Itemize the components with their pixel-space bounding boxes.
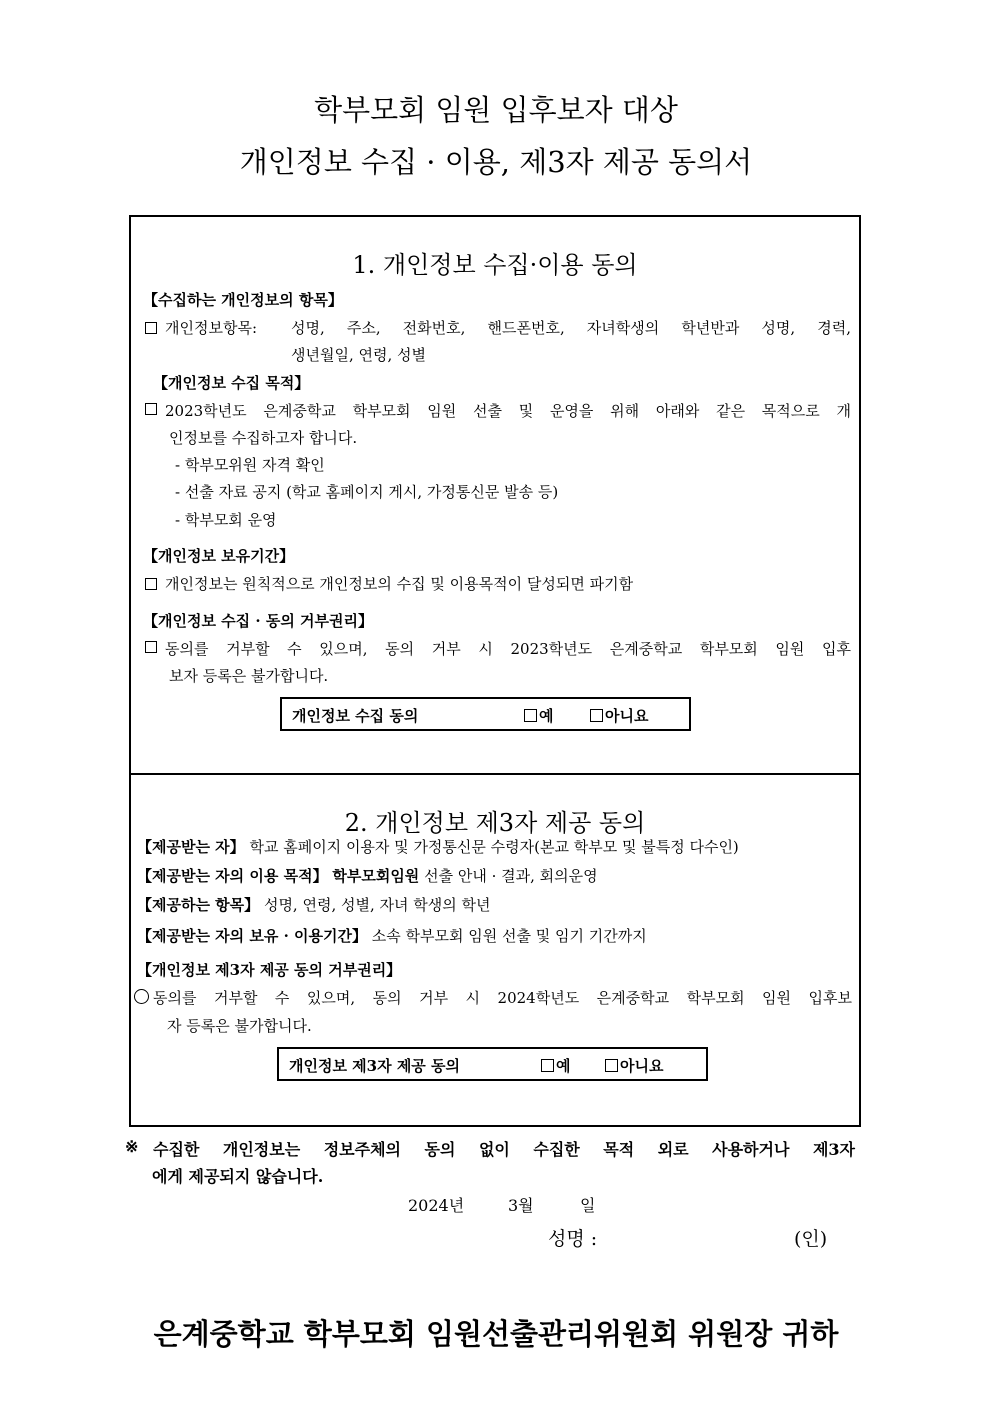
section2-refusal-head: 【개인정보 제3자 제공 동의 거부권리】 [137,961,402,979]
section1-purpose-line2: 인정보를 수집하고자 합니다. [169,429,358,447]
signature-label: 성명 : [548,1228,598,1250]
section2-period: 【제공받는 자의 보유 · 이용기간】 소속 학부모회 임원 선출 및 임기 기간까지 [137,927,647,945]
circle-bullet-icon [134,989,149,1004]
checkbox-icon[interactable] [590,709,603,722]
document-title-line1: 학부모회 임원 입후보자 대상 [314,93,678,127]
section2-box [129,773,861,1127]
square-bullet-icon [145,641,157,653]
section1-consent-box [280,697,691,731]
section2-refusal-line2: 자 등록은 불가합니다. [167,1017,312,1035]
section1-consent-no[interactable]: 아니요 [590,705,648,726]
section2-title: 2. 개인정보 제3자 제공 동의 [344,809,646,837]
section1-items-line1: 개인정보항목: 성명, 주소, 전화번호, 핸드폰번호, 자녀학생의 학년반과 성명, 경력, [145,317,851,338]
section2-consent-box [277,1047,708,1081]
square-bullet-icon [145,322,157,334]
checkbox-icon[interactable] [605,1059,618,1072]
signature-seal: (인) [794,1228,828,1250]
section1-consent-yes[interactable]: 예 [524,705,554,726]
notice-mark: ※ [125,1137,139,1156]
square-bullet-icon [145,578,157,590]
addressee-footer: 은계중학교 학부모회 임원선출관리위원회 위원장 귀하 [153,1317,839,1351]
date-day: 일 [580,1196,596,1215]
notice-line2: 에게 제공되지 않습니다. [152,1167,324,1186]
section1-refusal-head: 【개인정보 수집 · 동의 거부권리】 [143,612,373,630]
section2-refusal-line1: 동의를 거부할 수 있으며, 동의 거부 시 2024학년도 은계중학교 학부모회 임원 입후보 [134,987,852,1008]
section2-consent-label: 개인정보 제3자 제공 동의 [289,1057,461,1075]
section2-consent-no[interactable]: 아니요 [605,1055,663,1076]
section1-refusal-line1: 동의를 거부할 수 있으며, 동의 거부 시 2023학년도 은계중학교 학부모회 임원 입후 [145,638,851,659]
checkbox-icon[interactable] [524,709,537,722]
section1-items-line2: 생년월일, 연령, 성별 [291,346,426,364]
section1-items-head: 【수집하는 개인정보의 항목】 [143,291,343,309]
square-bullet-icon [145,403,157,415]
section2-recipient: 【제공받는 자】 학교 홈페이지 이용자 및 가정통신문 수령자(본교 학부모 및 불특정 다수인) [137,838,739,856]
notice-line1: ※ 수집한 개인정보는 정보주체의 동의 없이 수집한 목적 외로 사용하거나 제3자 [125,1137,855,1159]
section1-title: 1. 개인정보 수집·이용 동의 [352,251,638,279]
checkbox-icon[interactable] [541,1059,554,1072]
section2-purpose: 【제공받는 자의 이용 목적】 학부모회임원 선출 안내 · 결과, 회의운영 [137,867,598,885]
section1-purpose-item: - 학부모위원 자격 확인 [175,456,325,474]
section1-retention-text: 개인정보는 원칙적으로 개인정보의 수집 및 이용목적이 달성되면 파기함 [145,573,633,594]
section1-purpose-item: - 학부모회 운영 [175,511,277,529]
date-month: 3월 [508,1196,534,1215]
section1-retention-head: 【개인정보 보유기간】 [143,547,295,565]
date-year: 2024년 [408,1196,465,1215]
section1-refusal-line2: 보자 등록은 불가합니다. [169,667,329,685]
section1-purpose-head: 【개인정보 수집 목적】 [153,374,310,392]
section1-box [129,215,861,775]
section1-purpose-item: - 선출 자료 공지 (학교 홈페이지 게시, 가정통신문 발송 등) [175,483,559,501]
section1-consent-label: 개인정보 수집 동의 [292,707,419,725]
document-title-line2: 개인정보 수집 · 이용, 제3자 제공 동의서 [239,145,753,179]
section2-items: 【제공하는 항목】 성명, 연령, 성별, 자녀 학생의 학년 [137,896,491,914]
section2-consent-yes[interactable]: 예 [541,1055,571,1076]
section1-purpose-line1: 2023학년도 은계중학교 학부모회 임원 선출 및 운영을 위해 아래와 같은 목적으로 개 [145,400,851,421]
